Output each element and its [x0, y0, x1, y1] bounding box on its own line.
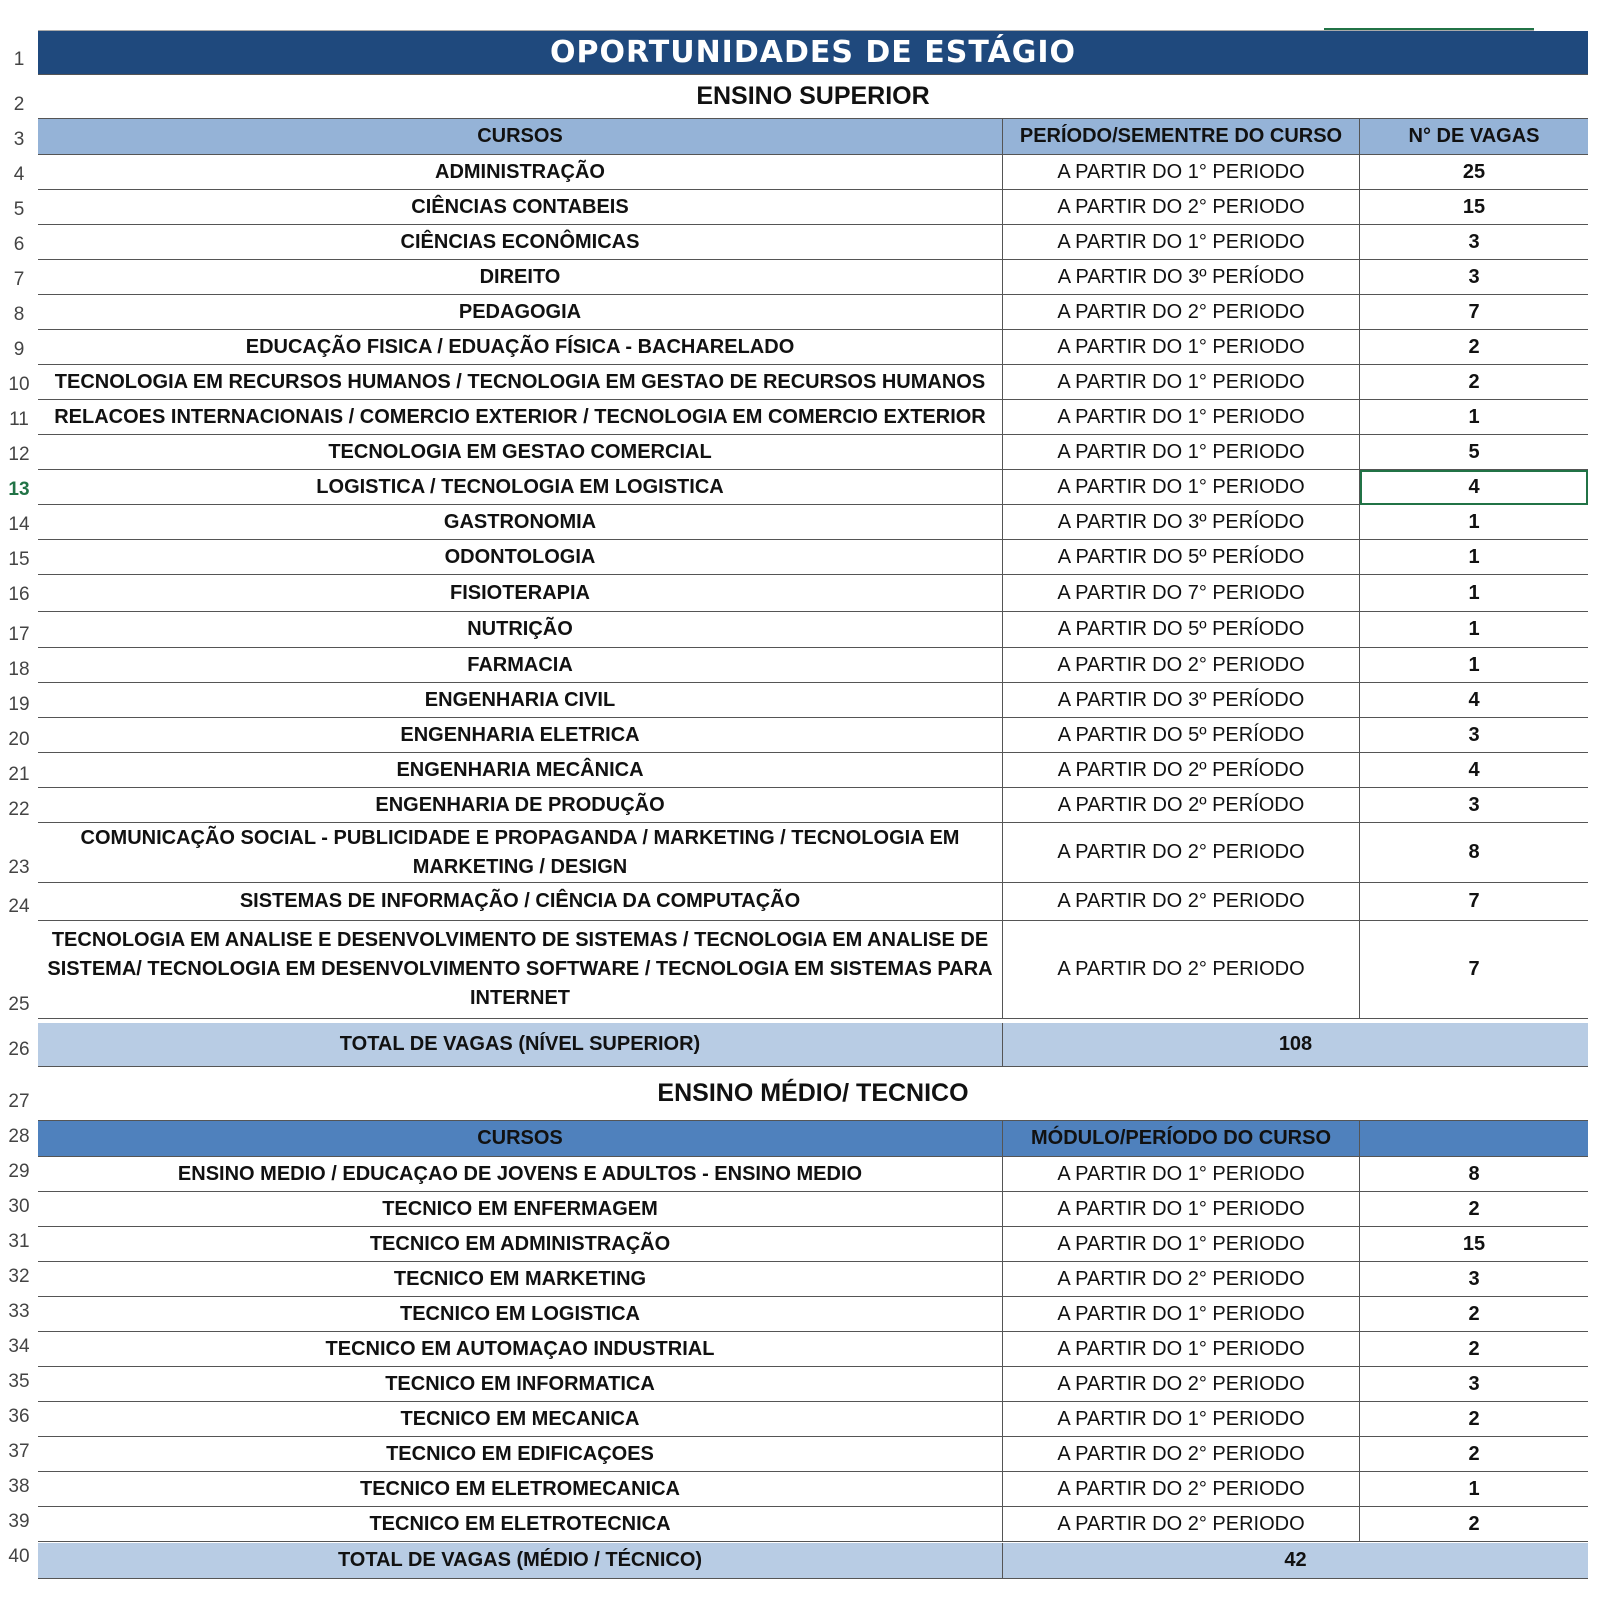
table-row	[38, 1297, 1588, 1332]
period-cell[interactable]: A PARTIR DO 1° PERIODO	[1003, 400, 1360, 435]
period-cell[interactable]: A PARTIR DO 2° PERIODO	[1003, 1472, 1360, 1507]
course-cell[interactable]: CIÊNCIAS CONTABEIS	[38, 190, 1003, 225]
vacancies-cell[interactable]: 1	[1360, 612, 1588, 648]
row-number[interactable]: 29	[8, 1161, 30, 1182]
period-cell[interactable]: A PARTIR DO 2º PERÍODO	[1003, 788, 1360, 823]
period-cell[interactable]: A PARTIR DO 2° PERIODO	[1003, 1437, 1360, 1472]
table-row	[38, 330, 1588, 365]
vacancies-cell[interactable]: 5	[1360, 435, 1588, 470]
course-cell[interactable]: TECNICO EM EDIFICAÇOES	[38, 1437, 1003, 1472]
course-cell[interactable]: FARMACIA	[38, 648, 1003, 683]
period-cell[interactable]: A PARTIR DO 1° PERIODO	[1003, 1402, 1360, 1437]
table-row	[38, 225, 1588, 260]
vacancies-cell[interactable]: 2	[1360, 1332, 1588, 1367]
section-heading-medio[interactable]: ENSINO MÉDIO/ TECNICO	[38, 1067, 1588, 1121]
row-number[interactable]: 24	[8, 896, 30, 917]
course-cell[interactable]: TECNOLOGIA EM GESTAO COMERCIAL	[38, 435, 1003, 470]
section-heading-row	[38, 75, 1588, 119]
row-number[interactable]: 33	[8, 1301, 30, 1322]
vacancies-cell[interactable]: 2	[1360, 1402, 1588, 1437]
header-row-superior	[38, 119, 1588, 155]
vacancies-cell[interactable]: 7	[1360, 295, 1588, 330]
total-label-medio[interactable]: TOTAL DE VAGAS (MÉDIO / TÉCNICO)	[38, 1543, 1003, 1579]
period-cell[interactable]: A PARTIR DO 2° PERIODO	[1003, 1507, 1360, 1542]
period-cell[interactable]: A PARTIR DO 3º PERÍODO	[1003, 505, 1360, 540]
table-row	[38, 1192, 1588, 1227]
spreadsheet-grid	[38, 0, 1596, 1623]
course-cell[interactable]: ADMINISTRAÇÃO	[38, 155, 1003, 190]
table-row	[38, 1227, 1588, 1262]
table-row	[38, 788, 1588, 823]
total-row-medio	[38, 1543, 1588, 1579]
vacancies-cell[interactable]: 7	[1360, 921, 1588, 1019]
period-cell[interactable]: A PARTIR DO 1° PERIODO	[1003, 1297, 1360, 1332]
row-number[interactable]: 25	[8, 994, 30, 1015]
row-number[interactable]: 27	[8, 1091, 30, 1112]
row-number[interactable]: 5	[13, 199, 25, 220]
vacancies-cell[interactable]: 1	[1360, 648, 1588, 683]
row-number[interactable]: 23	[8, 857, 30, 878]
row-number[interactable]: 6	[13, 234, 25, 255]
vacancies-cell[interactable]: 2	[1360, 330, 1588, 365]
course-cell[interactable]: TECNICO EM MECANICA	[38, 1402, 1003, 1437]
row-number[interactable]: 21	[8, 764, 30, 785]
course-cell[interactable]: TECNICO EM LOGISTICA	[38, 1297, 1003, 1332]
row-number[interactable]: 16	[8, 584, 30, 605]
vacancies-cell[interactable]: 3	[1360, 788, 1588, 823]
vacancies-cell[interactable]: 25	[1360, 155, 1588, 190]
course-cell[interactable]: RELACOES INTERNACIONAIS / COMERCIO EXTERIOR / TECNOLOGIA EM COMERCIO EXTERIOR	[38, 400, 1003, 435]
course-cell[interactable]: ODONTOLOGIA	[38, 540, 1003, 575]
table-row	[38, 883, 1588, 921]
course-cell[interactable]: TECNICO EM ELETROTECNICA	[38, 1507, 1003, 1542]
row-number[interactable]: 40	[8, 1546, 30, 1567]
total-label-superior[interactable]: TOTAL DE VAGAS (NÍVEL SUPERIOR)	[38, 1023, 1003, 1067]
row-number[interactable]: 37	[8, 1441, 30, 1462]
row-number[interactable]: 7	[13, 269, 25, 290]
course-cell[interactable]: GASTRONOMIA	[38, 505, 1003, 540]
period-cell[interactable]: A PARTIR DO 1° PERIODO	[1003, 1332, 1360, 1367]
row-number[interactable]: 13	[8, 479, 30, 500]
period-cell[interactable]: A PARTIR DO 2° PERIODO	[1003, 921, 1360, 1019]
period-cell[interactable]: A PARTIR DO 2° PERIODO	[1003, 1367, 1360, 1402]
period-cell[interactable]: A PARTIR DO 1° PERIODO	[1003, 470, 1360, 505]
vacancies-cell[interactable]: 2	[1360, 1297, 1588, 1332]
period-cell[interactable]: A PARTIR DO 1° PERIODO	[1003, 1192, 1360, 1227]
vacancies-cell[interactable]: 3	[1360, 225, 1588, 260]
row-number[interactable]: 34	[8, 1336, 30, 1357]
row-number[interactable]: 3	[13, 129, 25, 150]
table-row	[38, 260, 1588, 295]
row-number[interactable]: 39	[8, 1511, 30, 1532]
course-cell[interactable]: ENGENHARIA DE PRODUÇÃO	[38, 788, 1003, 823]
table-row	[38, 575, 1588, 612]
total-value-superior[interactable]: 108	[1003, 1023, 1588, 1067]
period-cell[interactable]: A PARTIR DO 3º PERÍODO	[1003, 683, 1360, 718]
vacancies-cell[interactable]: 15	[1360, 1227, 1588, 1262]
row-number[interactable]: 9	[13, 339, 25, 360]
period-cell[interactable]: A PARTIR DO 1° PERIODO	[1003, 330, 1360, 365]
course-cell[interactable]: TECNICO EM ADMINISTRAÇÃO	[38, 1227, 1003, 1262]
period-cell[interactable]: A PARTIR DO 7° PERIODO	[1003, 575, 1360, 612]
period-cell[interactable]: A PARTIR DO 5º PERÍODO	[1003, 540, 1360, 575]
row-number[interactable]: 8	[13, 304, 25, 325]
period-cell[interactable]: A PARTIR DO 1° PERIODO	[1003, 365, 1360, 400]
row-number[interactable]: 31	[8, 1231, 30, 1252]
vacancies-cell[interactable]: 1	[1360, 505, 1588, 540]
vacancies-cell[interactable]: 15	[1360, 190, 1588, 225]
row-number[interactable]: 12	[8, 444, 30, 465]
vacancies-cell[interactable]: 1	[1360, 575, 1588, 612]
row-number[interactable]: 38	[8, 1476, 30, 1497]
row-number[interactable]: 11	[9, 409, 29, 430]
vacancies-cell[interactable]: 1	[1360, 400, 1588, 435]
table-row	[38, 1262, 1588, 1297]
row-number[interactable]: 19	[8, 694, 30, 715]
header-cursos[interactable]: CURSOS	[38, 119, 1003, 155]
vacancies-cell[interactable]: 1	[1360, 540, 1588, 575]
row-number-column	[0, 0, 38, 1623]
row-number[interactable]: 22	[8, 799, 30, 820]
row-number[interactable]: 28	[8, 1126, 30, 1147]
period-cell[interactable]: A PARTIR DO 2° PERIODO	[1003, 648, 1360, 683]
vacancies-cell[interactable]: 4	[1360, 470, 1588, 505]
title-row	[38, 31, 1588, 75]
period-cell[interactable]: A PARTIR DO 1° PERIODO	[1003, 435, 1360, 470]
row-number[interactable]: 10	[8, 374, 30, 395]
course-cell[interactable]: ENGENHARIA ELETRICA	[38, 718, 1003, 753]
header-vagas[interactable]: N° DE VAGAS	[1360, 119, 1588, 155]
row-number[interactable]: 2	[13, 94, 25, 115]
course-cell[interactable]: TECNICO EM AUTOMAÇAO INDUSTRIAL	[38, 1332, 1003, 1367]
table-row	[38, 1402, 1588, 1437]
header-periodo[interactable]: PERÍODO/SEMENTRE DO CURSO	[1003, 119, 1360, 155]
row-number[interactable]: 1	[13, 49, 25, 70]
period-cell[interactable]: A PARTIR DO 1° PERIODO	[1003, 225, 1360, 260]
vacancies-cell[interactable]: 3	[1360, 1367, 1588, 1402]
table-row	[38, 295, 1588, 330]
table-row	[38, 823, 1588, 883]
table-row	[38, 753, 1588, 788]
row-number[interactable]: 4	[13, 164, 25, 185]
vacancies-cell[interactable]: 2	[1360, 1507, 1588, 1542]
header-empty[interactable]	[1360, 1121, 1588, 1157]
period-cell[interactable]: A PARTIR DO 2° PERIODO	[1003, 883, 1360, 921]
vacancies-cell[interactable]: 3	[1360, 260, 1588, 295]
table-row	[38, 1367, 1588, 1402]
course-cell[interactable]: SISTEMAS DE INFORMAÇÃO / CIÊNCIA DA COMPUTAÇÃO	[38, 883, 1003, 921]
vacancies-cell[interactable]: 8	[1360, 1157, 1588, 1192]
course-cell[interactable]: TECNOLOGIA EM ANALISE E DESENVOLVIMENTO DE SISTEMAS / TECNOLOGIA EM ANALISE DE SISTEMA/ TECNOLOGIA EM DESENVOLVIMENTO SOFTWARE / TECNOLOGIA EM SISTEMAS PARA INTERNET	[38, 921, 1003, 1019]
section-heading-row	[38, 1067, 1588, 1121]
course-cell[interactable]: ENGENHARIA CIVIL	[38, 683, 1003, 718]
vacancies-cell[interactable]: 2	[1360, 365, 1588, 400]
table-row	[38, 1472, 1588, 1507]
table-row	[38, 190, 1588, 225]
header-row-medio	[38, 1121, 1588, 1157]
total-value-medio[interactable]: 42	[1003, 1543, 1588, 1579]
sheet-title[interactable]: OPORTUNIDADES DE ESTÁGIO	[38, 31, 1588, 75]
period-cell[interactable]: A PARTIR DO 3º PERÍODO	[1003, 260, 1360, 295]
period-cell[interactable]: A PARTIR DO 1° PERIODO	[1003, 1157, 1360, 1192]
row-number[interactable]: 36	[8, 1406, 30, 1427]
course-cell[interactable]: TECNICO EM MARKETING	[38, 1262, 1003, 1297]
table-row	[38, 505, 1588, 540]
table-row	[38, 540, 1588, 575]
section-heading-superior[interactable]: ENSINO SUPERIOR	[38, 75, 1588, 119]
vacancies-cell[interactable]: 4	[1360, 753, 1588, 788]
period-cell[interactable]: A PARTIR DO 1° PERIODO	[1003, 155, 1360, 190]
table-row	[38, 155, 1588, 190]
header-cursos[interactable]: CURSOS	[38, 1121, 1003, 1157]
row-number[interactable]: 30	[8, 1196, 30, 1217]
row-number[interactable]: 14	[8, 514, 30, 535]
table-row	[38, 400, 1588, 435]
table-row	[38, 612, 1588, 648]
vacancies-cell[interactable]: 2	[1360, 1192, 1588, 1227]
period-cell[interactable]: A PARTIR DO 2° PERIODO	[1003, 190, 1360, 225]
table-row	[38, 1507, 1588, 1542]
header-modulo[interactable]: MÓDULO/PERÍODO DO CURSO	[1003, 1121, 1360, 1157]
vacancies-cell[interactable]: 3	[1360, 718, 1588, 753]
period-cell[interactable]: A PARTIR DO 5º PERÍODO	[1003, 718, 1360, 753]
vacancies-cell[interactable]: 3	[1360, 1262, 1588, 1297]
course-cell[interactable]: NUTRIÇÃO	[38, 612, 1003, 648]
course-cell[interactable]: TECNOLOGIA EM RECURSOS HUMANOS / TECNOLOGIA EM GESTAO DE RECURSOS HUMANOS	[38, 365, 1003, 400]
period-cell[interactable]: A PARTIR DO 5º PERÍODO	[1003, 612, 1360, 648]
period-cell[interactable]: A PARTIR DO 1° PERIODO	[1003, 1227, 1360, 1262]
table-row	[38, 718, 1588, 753]
table-row	[38, 435, 1588, 470]
table-row	[38, 921, 1588, 1019]
course-cell[interactable]: ENSINO MEDIO / EDUCAÇAO DE JOVENS E ADULTOS - ENSINO MEDIO	[38, 1157, 1003, 1192]
row-number[interactable]: 26	[8, 1039, 30, 1060]
row-number[interactable]: 18	[8, 659, 30, 680]
course-cell[interactable]: TECNICO EM INFORMATICA	[38, 1367, 1003, 1402]
row-number[interactable]: 32	[8, 1266, 30, 1287]
vacancies-cell[interactable]: 1	[1360, 1472, 1588, 1507]
vacancies-cell[interactable]: 2	[1360, 1437, 1588, 1472]
period-cell[interactable]: A PARTIR DO 2° PERIODO	[1003, 1262, 1360, 1297]
period-cell[interactable]: A PARTIR DO 2° PERIODO	[1003, 295, 1360, 330]
course-cell[interactable]: DIREITO	[38, 260, 1003, 295]
course-cell[interactable]: EDUCAÇÃO FISICA / EDUAÇÃO FÍSICA - BACHARELADO	[38, 330, 1003, 365]
vacancies-cell[interactable]: 7	[1360, 883, 1588, 921]
total-row-superior	[38, 1023, 1588, 1067]
row-number[interactable]: 15	[8, 549, 30, 570]
table-row	[38, 1157, 1588, 1192]
row-number[interactable]: 17	[8, 624, 30, 645]
course-cell[interactable]: LOGISTICA / TECNOLOGIA EM LOGISTICA	[38, 470, 1003, 505]
table-row	[38, 365, 1588, 400]
course-cell[interactable]: FISIOTERAPIA	[38, 575, 1003, 612]
course-cell[interactable]: COMUNICAÇÃO SOCIAL - PUBLICIDADE E PROPAGANDA / MARKETING / TECNOLOGIA EM MARKETING / DESIGN	[38, 823, 1003, 883]
course-cell[interactable]: CIÊNCIAS ECONÔMICAS	[38, 225, 1003, 260]
row-number[interactable]: 20	[8, 729, 30, 750]
period-cell[interactable]: A PARTIR DO 2° PERIODO	[1003, 823, 1360, 883]
table-row	[38, 1437, 1588, 1472]
table-row	[38, 1332, 1588, 1367]
course-cell[interactable]: ENGENHARIA MECÂNICA	[38, 753, 1003, 788]
table-row	[38, 683, 1588, 718]
vacancies-cell[interactable]: 4	[1360, 683, 1588, 718]
period-cell[interactable]: A PARTIR DO 2º PERÍODO	[1003, 753, 1360, 788]
row-number[interactable]: 35	[8, 1371, 30, 1392]
course-cell[interactable]: TECNICO EM ELETROMECANICA	[38, 1472, 1003, 1507]
table-row	[38, 470, 1588, 505]
course-cell[interactable]: PEDAGOGIA	[38, 295, 1003, 330]
vacancies-cell[interactable]: 8	[1360, 823, 1588, 883]
course-cell[interactable]: TECNICO EM ENFERMAGEM	[38, 1192, 1003, 1227]
table-row	[38, 648, 1588, 683]
